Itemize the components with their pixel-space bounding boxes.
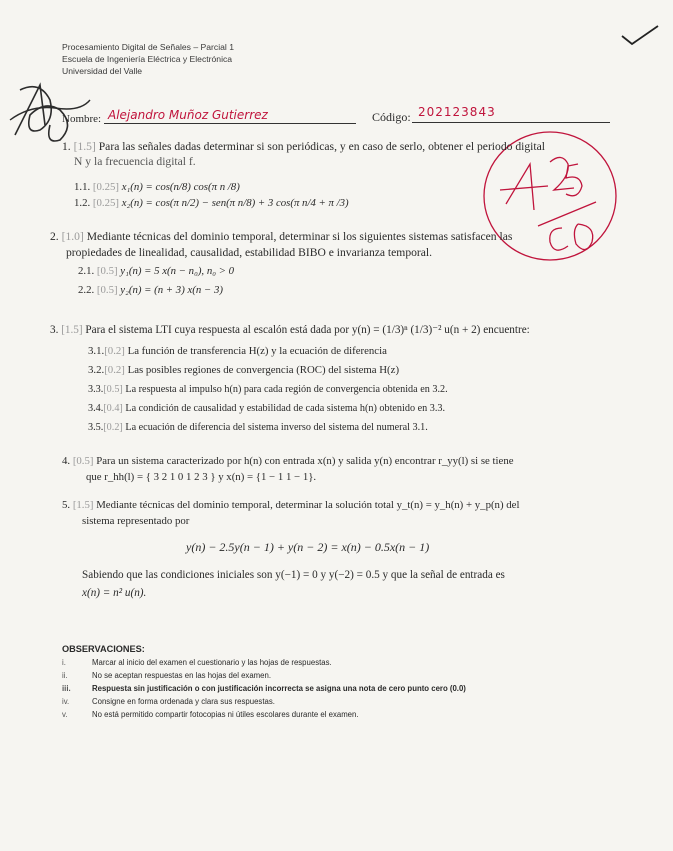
question-text: Mediante técnicas del dominio temporal, determinar la solución total y_t(n) = y_h(n) + y_p(n) del: [96, 499, 520, 511]
observation-item: i. Marcar al inicio del examen el cuestionario y las hojas de respuestas.: [62, 658, 332, 667]
question-points: [1.0]: [61, 230, 84, 243]
question-number: 4.: [62, 455, 71, 467]
question-text: Para el sistema LTI cuya respuesta al escalón está dada por y(n) = (1/3)ⁿ (1/3)⁻² u(n + 2) encuentre:: [85, 324, 530, 336]
item-3-1: 3.1.[0.2] La función de transferencia H(z) y la ecuación de diferencia: [88, 345, 387, 357]
question-number: 5.: [62, 499, 71, 511]
item-3-4: 3.4.[0.4] La condición de causalidad y estabilidad de cada sistema h(n) obtenido en 3.3.: [88, 403, 446, 414]
question-5-conditions: Sabiendo que las condiciones iniciales son y(−1) = 0 y y(−2) = 0.5 y que la señal de entrada es: [82, 569, 505, 581]
question-points: [1.5]: [61, 324, 83, 336]
item-1-1: 1.1. [0.25] x₁(n) = cos(n/8) cos(π n /8): [74, 181, 240, 193]
item-2-1: 2.1. [0.5] y₁(n) = 5 x(n − n₀), n₀ > 0: [78, 265, 235, 277]
question-5-text-cont: sistema representado por: [82, 515, 190, 527]
question-2: [50, 230, 512, 244]
item-1-2: 1.2. [0.25] x₂(n) = cos(π n/2) − sen(π n/8) + 3 cos(π n/4 + π /3): [74, 197, 349, 209]
question-1: [62, 140, 545, 154]
question-number: 2.: [50, 230, 59, 243]
question-text: Mediante técnicas del dominio temporal, determinar si los siguientes sistemas satisfacen las: [86, 230, 513, 243]
question-number: 1.: [62, 140, 71, 153]
item-3-2: 3.2.[0.2] Las posibles regiones de convergencia (ROC) del sistema H(z): [88, 364, 400, 376]
code-label: Código:: [372, 110, 411, 124]
question-text: Para un sistema caracterizado por h(n) con entrada x(n) y salida y(n) encontrar r_yy(l) si se tiene: [96, 455, 514, 467]
item-3-3: 3.3.[0.5] La respuesta al impulso h(n) para cada región de convergencia obtenida en 3.2.: [88, 384, 448, 395]
name-label: Nombre:: [62, 113, 102, 125]
observation-item: ii. No se aceptan respuestas en las hojas del examen.: [62, 671, 272, 680]
observation-item: v. No está permitido compartir fotocopias ni útiles escolares durante el examen.: [62, 710, 359, 719]
item-3-5: 3.5.[0.2] La ecuación de diferencia del sistema inverso del sistema del numeral 3.1.: [88, 422, 428, 433]
question-4-text-cont: que r_hh(l) = { 3 2 1 0 1 2 3 } y x(n) = {1 − 1 1 − 1}.: [86, 471, 317, 483]
item-2-2: 2.2. [0.5] y₂(n) = (n + 3) x(n − 3): [78, 284, 223, 296]
question-5: [62, 498, 519, 512]
student-name: Alejandro Muñoz Gutierrez: [108, 108, 268, 122]
observations-title: OBSERVACIONES:: [62, 644, 145, 654]
student-code: 202123843: [418, 105, 496, 119]
difference-equation: y(n) − 2.5y(n − 1) + y(n − 2) = x(n) − 0.5x(n − 1): [186, 540, 430, 554]
course-title: Procesamiento Digital de Señales – Parcial 1: [62, 42, 234, 52]
school-name: Escuela de Ingeniería Eléctrica y Electrónica: [62, 54, 233, 64]
observation-item: iv. Consigne en forma ordenada y clara sus respuestas.: [62, 697, 275, 706]
pencil-scribble-icon: [0, 70, 110, 150]
question-points: [0.5]: [72, 455, 94, 467]
check-mark-icon: [620, 22, 660, 52]
question-text: Para las señales dadas determinar si son periódicas, y en caso de serlo, obtener el periodo digital: [98, 140, 545, 153]
question-1-text-cont: N y la frecuencia digital f.: [74, 155, 196, 168]
question-number: 3.: [50, 324, 59, 336]
question-4: [62, 454, 514, 468]
question-5-input: x(n) = n² u(n).: [82, 587, 147, 599]
question-3: [50, 323, 530, 337]
university-name: Universidad del Valle: [62, 66, 143, 76]
question-points: [1.5]: [73, 140, 96, 153]
question-points: [1.5]: [72, 499, 94, 511]
observation-item: iii. Respuesta sin justificación o con justificación incorrecta se asigna una nota de cero punto cero (0.0): [62, 684, 466, 693]
question-2-text-cont: propiedades de linealidad, causalidad, estabilidad BIBO e invarianza temporal.: [66, 246, 433, 259]
